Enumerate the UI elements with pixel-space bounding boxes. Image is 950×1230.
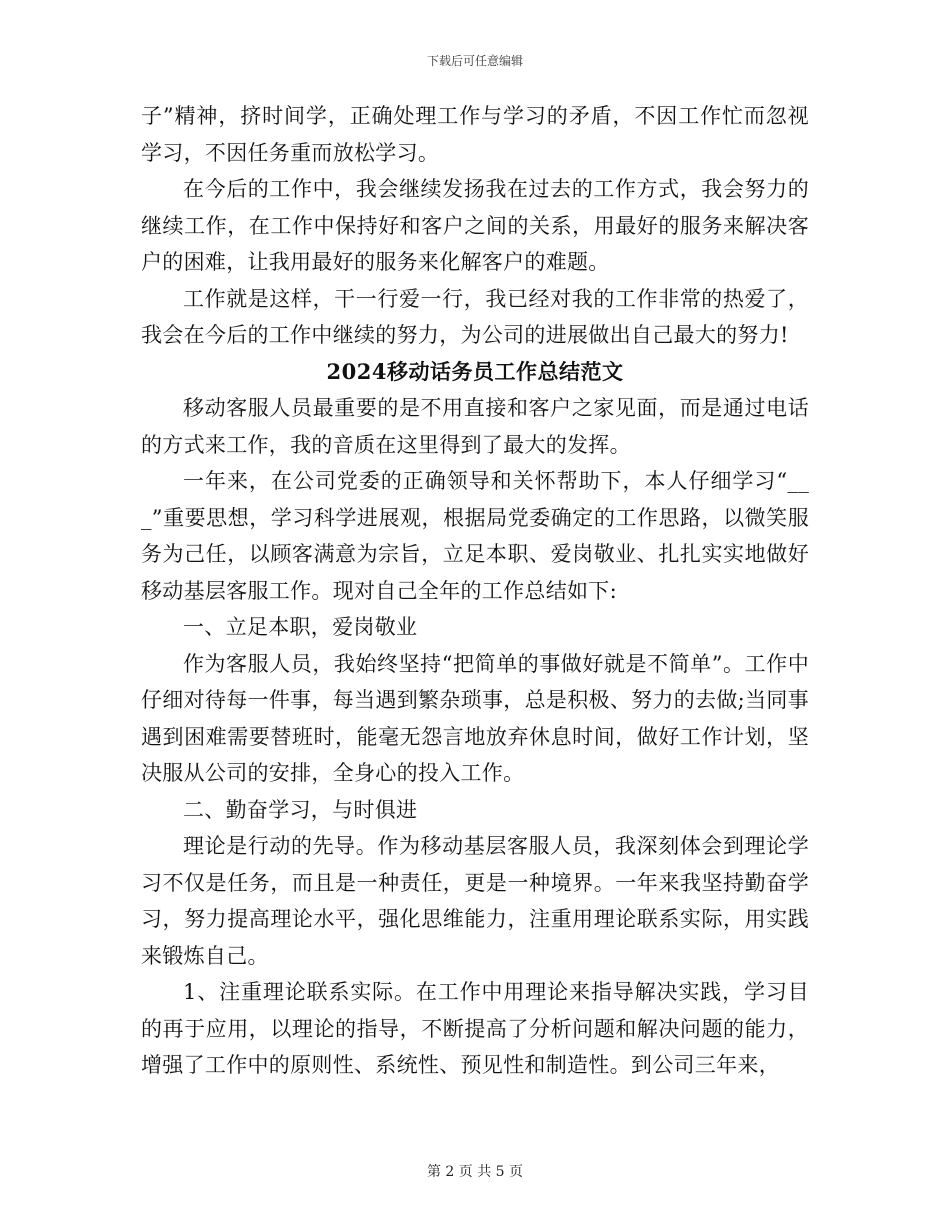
page-header: 下载后可任意编辑 [426,54,523,68]
section-title: 2024移动话务员工作总结范文 [326,358,624,384]
subheading: 一、立足本职，爱岗敬业 [183,615,418,639]
paragraph: 理论是行动的先导。作为移动基层客服人员，我深刻体会到理论学习不仅是任务，而且是一种责任，更是一种境界。一年来我坚持勤奋学习，努力提高理论水平，强化思维能力，注重用理论联系实际，用实践来锻炼自己。 [141,834,809,968]
page-footer: 第 2 页 共 5 页 [426,1164,524,1180]
subheading: 二、勤奋学习，与时俱进 [183,797,418,822]
paragraph: 子”精神，挤时间学，正确处理工作与学习的矛盾，不因工作忙而忽视学习，不因任务重而放松学习。 [141,104,809,165]
paragraph: 作为客服人员，我始终坚持“把简单的事做好就是不简单”。工作中仔细对待每一件事，每当遇到繁杂琐事，总是积极、努力的去做;当同事遇到困难需要替班时，能毫无怨言地放弃休息时间，做好工作计划，坚决服从公司的安排，全身心的投入工作。 [141,651,809,785]
paragraph: 移动客服人员最重要的是不用直接和客户之家见面，而是通过电话的方式来工作，我的音质在这里得到了最大的发挥。 [141,396,809,457]
paragraph: 一年来，在公司党委的正确领导和关怀帮助下，本人仔细学习“___”重要思想，学习科学进展观，根据局党委确定的工作思路，以微笑服务为己任，以顾客满意为宗旨，立足本职、爱岗敬业、扎扎实实地做好移动基层客服工作。现对自己全年的工作总结如下: [141,469,809,603]
paragraph: 1、注重理论联系实际。在工作中用理论来指导解决实践，学习目的再于应用，以理论的指导，不断提高了分析问题和解决问题的能力，增强了工作中的原则性、系统性、预见性和制造性。到公司三年来， [141,980,809,1077]
paragraph: 在今后的工作中，我会继续发扬我在过去的工作方式，我会努力的继续工作，在工作中保持好和客户之间的关系，用最好的服务来解决客户的困难，让我用最好的服务来化解客户的难题。 [141,177,809,274]
document-body [141,98,809,1084]
paragraph: 工作就是这样，干一行爱一行，我已经对我的工作非常的热爱了，我会在今后的工作中继续的努力，为公司的进展做出自己最大的努力! [141,286,809,347]
